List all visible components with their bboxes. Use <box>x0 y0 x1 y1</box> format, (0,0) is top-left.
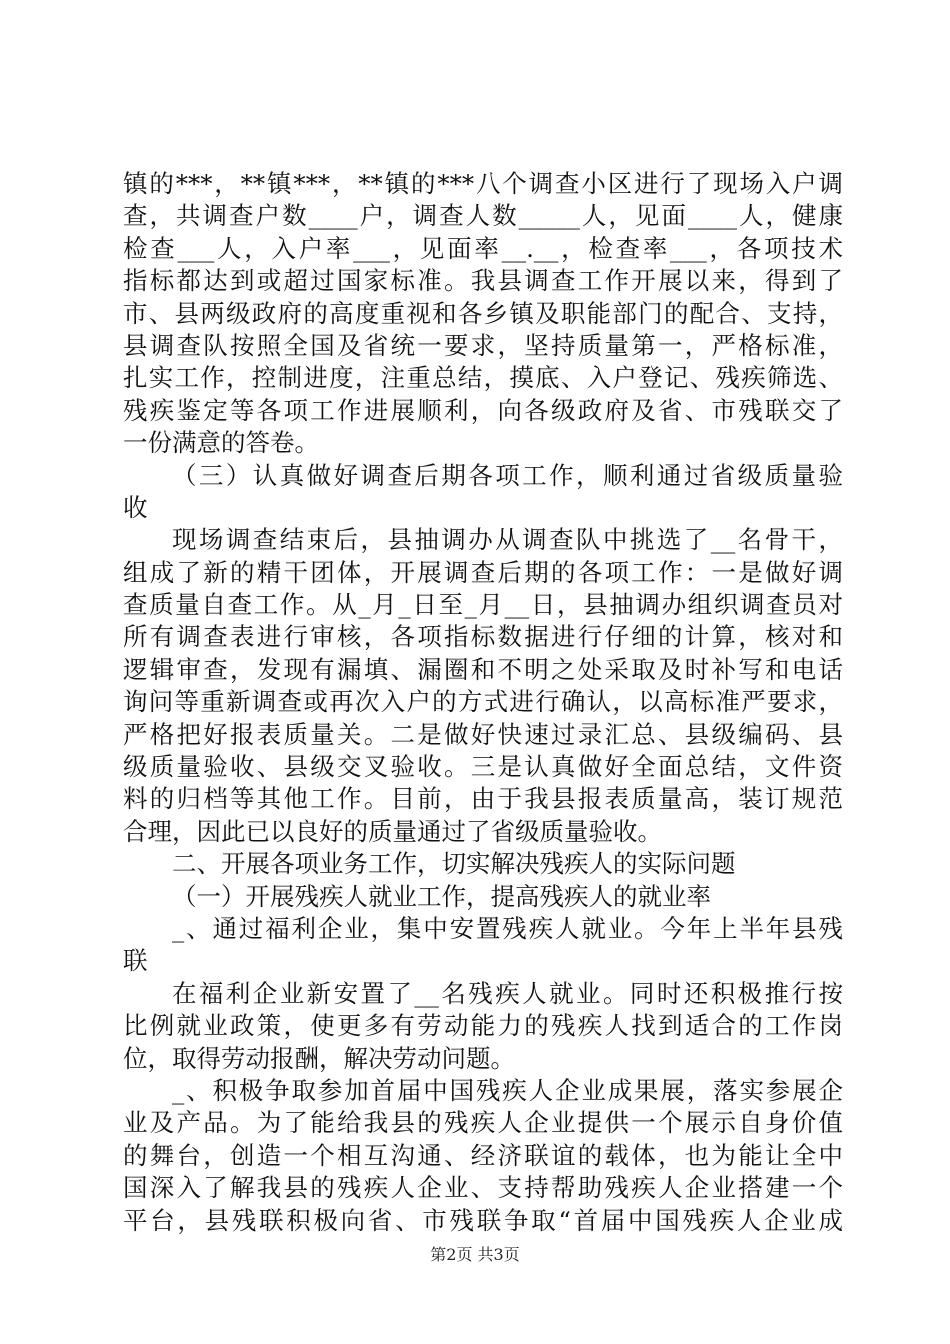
text-line: 查，共调查户数____户，调查人数_____人，见面____人，健康 <box>123 201 843 231</box>
text-line: 组成了新的精干团体，开展调查后期的各项工作：一是做好调 <box>123 557 843 587</box>
text-line: 扎实工作，控制进度，注重总结，摸底、入户登记、残疾筛选、 <box>123 363 843 393</box>
text-line: 市、县两级政府的高度重视和各乡镇及职能部门的配合、支持， <box>123 298 843 328</box>
text-line: 县调查队按照全国及省统一要求，坚持质量第一，严格标准， <box>123 330 843 360</box>
text-line: 询问等重新调查或再次入户的方式进行确认，以高标准严要求， <box>123 687 843 717</box>
text-line: 级质量验收、县级交叉验收。三是认真做好全面总结，文件资 <box>123 752 843 782</box>
text-line: 比例就业政策，使更多有劳动能力的残疾人找到适合的工作岗 <box>123 1011 843 1041</box>
document-body <box>123 168 843 1237</box>
page-number-label: 第2页 共3页 <box>430 1245 520 1264</box>
text-line: _、积极争取参加首届中国残疾人企业成果展，落实参展企 <box>172 1075 843 1105</box>
section-heading-line: （三）认真做好调查后期各项工作，顺利通过省级质量验 <box>172 460 843 490</box>
page-footer <box>0 1245 950 1265</box>
section-heading-line: 二、开展各项业务工作，切实解决残疾人的实际问题 <box>172 849 736 879</box>
section-heading-line: 收 <box>123 492 148 522</box>
text-line: 合理，因此已以良好的质量通过了省级质量验收。 <box>123 816 662 846</box>
text-line: 严格把好报表质量关。二是做好快速过录汇总、县级编码、县 <box>123 719 843 749</box>
text-line: 残疾鉴定等各项工作进展顺利，向各级政府及省、市残联交了 <box>123 395 843 425</box>
text-line: 镇的***，**镇***，**镇的***八个调查小区进行了现场入户调 <box>123 169 843 198</box>
text-line: 检查___人，入户率___，见面率__.__，检查率___，各项技术 <box>123 233 843 263</box>
text-line: 所有调查表进行审核，各项指标数据进行仔细的计算，核对和 <box>123 622 843 652</box>
text-line: 在福利企业新安置了__名残疾人就业。同时还积极推行按 <box>172 978 843 1008</box>
text-line: 业及产品。为了能给我县的残疾人企业提供一个展示自身价值 <box>123 1108 843 1138</box>
text-line: 联 <box>123 946 148 976</box>
text-line: 逻辑审查，发现有漏填、漏圈和不明之处采取及时补写和电话 <box>123 654 843 684</box>
text-line: 平台，县残联积极向省、市残联争取“首届中国残疾人企业成 <box>123 1205 843 1235</box>
text-line: 一份满意的答卷。 <box>123 428 319 458</box>
text-line: 现场调查结束后，县抽调办从调查队中挑选了__名骨干， <box>172 525 843 555</box>
text-line: 位，取得劳动报酬，解决劳动问题。 <box>123 1043 515 1073</box>
text-line: 的舞台，创造一个相互沟通、经济联谊的载体，也为能让全中 <box>123 1140 843 1170</box>
text-line: 国深入了解我县的残疾人企业、支持帮助残疾人企业搭建一个 <box>123 1173 843 1203</box>
text-line: 查质量自查工作。从_月_日至_月__日，县抽调办组织调查员对 <box>123 590 843 620</box>
text-line: 料的归档等其他工作。目前，由于我县报表质量高，装订规范 <box>123 784 843 814</box>
section-heading-line: （一）开展残疾人就业工作，提高残疾人的就业率 <box>172 881 711 911</box>
text-line: _、通过福利企业，集中安置残疾人就业。今年上半年县残 <box>172 913 843 943</box>
text-line: 指标都达到或超过国家标准。我县调查工作开展以来，得到了 <box>123 266 843 296</box>
